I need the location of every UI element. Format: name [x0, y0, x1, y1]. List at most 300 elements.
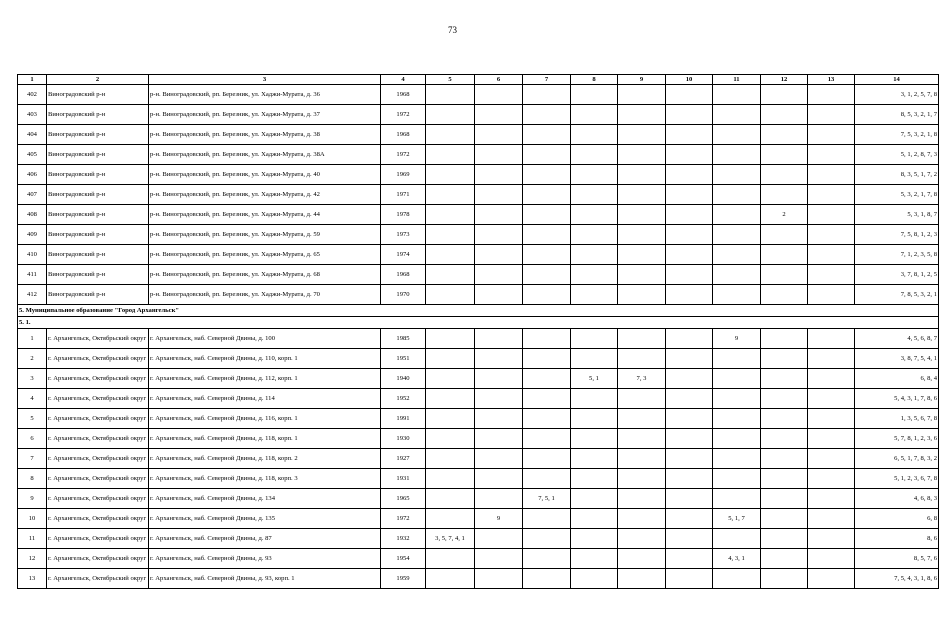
col9-cell — [618, 145, 666, 165]
col12-cell — [761, 125, 808, 145]
district-cell: г. Архангельск, Октябрьский округ — [47, 389, 149, 409]
col13-cell — [808, 449, 855, 469]
col6-cell — [475, 205, 523, 225]
col8-cell — [571, 549, 618, 569]
row-number: 402 — [18, 85, 47, 105]
col5-cell — [426, 429, 475, 449]
col11-cell — [713, 429, 761, 449]
year-cell: 1985 — [381, 329, 426, 349]
col13-cell — [808, 409, 855, 429]
column-header: 14 — [855, 75, 939, 85]
col12-cell: 2 — [761, 205, 808, 225]
district-cell: г. Архангельск, Октябрьский округ — [47, 329, 149, 349]
address-cell: р-н. Виноградовский, рп. Березник, ул. Хаджи-Мурата, д. 44 — [149, 205, 381, 225]
district-cell: Виноградовский р-н — [47, 165, 149, 185]
col11-cell — [713, 185, 761, 205]
col7-cell — [523, 409, 571, 429]
col6-cell — [475, 469, 523, 489]
col8-cell: 5, 1 — [571, 369, 618, 389]
table-row — [18, 409, 939, 429]
col12-cell — [761, 285, 808, 305]
col10-cell — [666, 369, 713, 389]
register-table-body — [18, 75, 939, 589]
col5-cell — [426, 569, 475, 589]
col8-cell — [571, 569, 618, 589]
table-row — [18, 185, 939, 205]
col14-cell: 7, 1, 2, 3, 5, 8 — [855, 245, 939, 265]
col6-cell — [475, 529, 523, 549]
col6-cell — [475, 349, 523, 369]
col7-cell — [523, 509, 571, 529]
col11-cell — [713, 409, 761, 429]
col13-cell — [808, 85, 855, 105]
column-header: 8 — [571, 75, 618, 85]
col14-cell: 8, 5, 3, 2, 1, 7 — [855, 105, 939, 125]
col5-cell — [426, 245, 475, 265]
col12-cell — [761, 329, 808, 349]
col11-cell — [713, 265, 761, 285]
col9-cell — [618, 245, 666, 265]
col5-cell — [426, 509, 475, 529]
year-cell: 1991 — [381, 409, 426, 429]
col7-cell — [523, 265, 571, 285]
col11-cell — [713, 369, 761, 389]
address-cell: р-н. Виноградовский, рп. Березник, ул. Хаджи-Мурата, д. 36 — [149, 85, 381, 105]
address-cell: г. Архангельск, наб. Северной Двины, д. 93, корп. 1 — [149, 569, 381, 589]
col11-cell: 4, 3, 1 — [713, 549, 761, 569]
col13-cell — [808, 429, 855, 449]
district-cell: Виноградовский р-н — [47, 205, 149, 225]
col12-cell — [761, 145, 808, 165]
col13-cell — [808, 389, 855, 409]
col9-cell — [618, 449, 666, 469]
row-number: 1 — [18, 329, 47, 349]
col10-cell — [666, 245, 713, 265]
district-cell: Виноградовский р-н — [47, 105, 149, 125]
col8-cell — [571, 85, 618, 105]
row-number: 403 — [18, 105, 47, 125]
col14-cell: 7, 8, 5, 3, 2, 1 — [855, 285, 939, 305]
col5-cell — [426, 85, 475, 105]
col9-cell — [618, 205, 666, 225]
col6-cell — [475, 185, 523, 205]
col6-cell — [475, 489, 523, 509]
address-cell: г. Архангельск, наб. Северной Двины, д. 93 — [149, 549, 381, 569]
col11-cell — [713, 449, 761, 469]
district-cell: Виноградовский р-н — [47, 125, 149, 145]
col5-cell — [426, 105, 475, 125]
col10-cell — [666, 85, 713, 105]
address-cell: г. Архангельск, наб. Северной Двины, д. 114 — [149, 389, 381, 409]
year-cell: 1959 — [381, 569, 426, 589]
col5-cell — [426, 469, 475, 489]
col6-cell — [475, 125, 523, 145]
col9-cell — [618, 569, 666, 589]
year-cell: 1970 — [381, 285, 426, 305]
col5-cell — [426, 409, 475, 429]
col7-cell — [523, 469, 571, 489]
col8-cell — [571, 185, 618, 205]
col7-cell — [523, 529, 571, 549]
col6-cell — [475, 389, 523, 409]
col12-cell — [761, 105, 808, 125]
column-header: 11 — [713, 75, 761, 85]
row-number: 2 — [18, 349, 47, 369]
col13-cell — [808, 489, 855, 509]
col11-cell — [713, 529, 761, 549]
col9-cell — [618, 265, 666, 285]
col8-cell — [571, 265, 618, 285]
col12-cell — [761, 389, 808, 409]
col13-cell — [808, 145, 855, 165]
row-number: 407 — [18, 185, 47, 205]
col5-cell — [426, 185, 475, 205]
table-row — [18, 429, 939, 449]
address-cell: р-н. Виноградовский, рп. Березник, ул. Хаджи-Мурата, д. 65 — [149, 245, 381, 265]
col9-cell — [618, 509, 666, 529]
col13-cell — [808, 529, 855, 549]
table-row — [18, 105, 939, 125]
year-cell: 1952 — [381, 389, 426, 409]
col10-cell — [666, 429, 713, 449]
col9-cell — [618, 329, 666, 349]
col14-cell: 7, 5, 4, 3, 1, 8, 6 — [855, 569, 939, 589]
page-number: 73 — [448, 25, 457, 35]
col14-cell: 7, 5, 8, 1, 2, 3 — [855, 225, 939, 245]
col13-cell — [808, 369, 855, 389]
col9-cell — [618, 185, 666, 205]
column-header: 4 — [381, 75, 426, 85]
col8-cell — [571, 409, 618, 429]
column-header: 5 — [426, 75, 475, 85]
col12-cell — [761, 409, 808, 429]
row-number: 408 — [18, 205, 47, 225]
col6-cell — [475, 549, 523, 569]
col7-cell: 7, 5, 1 — [523, 489, 571, 509]
col12-cell — [761, 369, 808, 389]
row-number: 7 — [18, 449, 47, 469]
table-row — [18, 145, 939, 165]
year-cell: 1972 — [381, 105, 426, 125]
year-cell: 1972 — [381, 145, 426, 165]
col5-cell — [426, 389, 475, 409]
year-cell: 1971 — [381, 185, 426, 205]
row-number: 411 — [18, 265, 47, 285]
row-number: 13 — [18, 569, 47, 589]
col13-cell — [808, 105, 855, 125]
year-cell: 1940 — [381, 369, 426, 389]
address-cell: г. Архангельск, наб. Северной Двины, д. 116, корп. 1 — [149, 409, 381, 429]
col13-cell — [808, 205, 855, 225]
col14-cell: 8, 6 — [855, 529, 939, 549]
col11-cell — [713, 489, 761, 509]
col14-cell: 5, 7, 8, 1, 2, 3, 6 — [855, 429, 939, 449]
col12-cell — [761, 165, 808, 185]
col13-cell — [808, 125, 855, 145]
row-number: 8 — [18, 469, 47, 489]
col10-cell — [666, 285, 713, 305]
col14-cell: 3, 7, 8, 1, 2, 5 — [855, 265, 939, 285]
col9-cell — [618, 389, 666, 409]
col10-cell — [666, 449, 713, 469]
table-row — [18, 509, 939, 529]
col13-cell — [808, 285, 855, 305]
col9-cell: 7, 3 — [618, 369, 666, 389]
col11-cell — [713, 245, 761, 265]
address-cell: р-н. Виноградовский, рп. Березник, ул. Хаджи-Мурата, д. 59 — [149, 225, 381, 245]
column-header: 1 — [18, 75, 47, 85]
col8-cell — [571, 225, 618, 245]
col8-cell — [571, 285, 618, 305]
col13-cell — [808, 549, 855, 569]
col14-cell: 4, 6, 8, 3 — [855, 489, 939, 509]
table-row — [18, 449, 939, 469]
col14-cell: 3, 1, 2, 5, 7, 8 — [855, 85, 939, 105]
col5-cell — [426, 205, 475, 225]
district-cell: г. Архангельск, Октябрьский округ — [47, 349, 149, 369]
table-row — [18, 389, 939, 409]
row-number: 10 — [18, 509, 47, 529]
district-cell: г. Архангельск, Октябрьский округ — [47, 429, 149, 449]
col14-cell: 8, 5, 7, 6 — [855, 549, 939, 569]
col12-cell — [761, 489, 808, 509]
address-cell: г. Архангельск, наб. Северной Двины, д. 110, корп. 1 — [149, 349, 381, 369]
col11-cell — [713, 125, 761, 145]
row-number: 9 — [18, 489, 47, 509]
col13-cell — [808, 469, 855, 489]
col11-cell — [713, 349, 761, 369]
col10-cell — [666, 509, 713, 529]
table-row — [18, 549, 939, 569]
col7-cell — [523, 165, 571, 185]
district-cell: г. Архангельск, Октябрьский округ — [47, 369, 149, 389]
col7-cell — [523, 245, 571, 265]
register-table — [17, 74, 939, 589]
col9-cell — [618, 549, 666, 569]
table-row — [18, 529, 939, 549]
section-title: 5. Муниципальное образование "Город Архангельск" — [18, 305, 939, 317]
col5-cell — [426, 489, 475, 509]
year-cell: 1927 — [381, 449, 426, 469]
district-cell: г. Архангельск, Октябрьский округ — [47, 489, 149, 509]
col13-cell — [808, 569, 855, 589]
year-cell: 1965 — [381, 489, 426, 509]
col14-cell: 5, 1, 2, 3, 6, 7, 8 — [855, 469, 939, 489]
row-number: 412 — [18, 285, 47, 305]
col7-cell — [523, 145, 571, 165]
col8-cell — [571, 529, 618, 549]
col10-cell — [666, 329, 713, 349]
col7-cell — [523, 369, 571, 389]
subsection-title: 5. 1. — [18, 317, 939, 329]
header-row — [18, 75, 939, 85]
table-row — [18, 245, 939, 265]
column-header: 6 — [475, 75, 523, 85]
column-header: 2 — [47, 75, 149, 85]
col8-cell — [571, 449, 618, 469]
col7-cell — [523, 549, 571, 569]
row-number: 404 — [18, 125, 47, 145]
col10-cell — [666, 489, 713, 509]
col6-cell — [475, 429, 523, 449]
col5-cell — [426, 349, 475, 369]
year-cell: 1932 — [381, 529, 426, 549]
address-cell: г. Архангельск, наб. Северной Двины, д. 87 — [149, 529, 381, 549]
table-row — [18, 349, 939, 369]
col14-cell: 4, 5, 6, 8, 7 — [855, 329, 939, 349]
col6-cell: 9 — [475, 509, 523, 529]
col9-cell — [618, 529, 666, 549]
col8-cell — [571, 125, 618, 145]
col6-cell — [475, 449, 523, 469]
col10-cell — [666, 125, 713, 145]
col7-cell — [523, 205, 571, 225]
col14-cell: 5, 1, 2, 8, 7, 3 — [855, 145, 939, 165]
column-header: 13 — [808, 75, 855, 85]
col8-cell — [571, 489, 618, 509]
address-cell: г. Архангельск, наб. Северной Двины, д. 118, корп. 3 — [149, 469, 381, 489]
col12-cell — [761, 225, 808, 245]
col5-cell — [426, 285, 475, 305]
table-row — [18, 85, 939, 105]
col5-cell — [426, 449, 475, 469]
col11-cell — [713, 145, 761, 165]
year-cell: 1968 — [381, 85, 426, 105]
subsection-row — [18, 317, 939, 329]
col6-cell — [475, 105, 523, 125]
col10-cell — [666, 389, 713, 409]
col12-cell — [761, 529, 808, 549]
year-cell: 1930 — [381, 429, 426, 449]
col7-cell — [523, 85, 571, 105]
row-number: 410 — [18, 245, 47, 265]
col7-cell — [523, 105, 571, 125]
col6-cell — [475, 145, 523, 165]
col10-cell — [666, 165, 713, 185]
table-row — [18, 265, 939, 285]
year-cell: 1978 — [381, 205, 426, 225]
col8-cell — [571, 469, 618, 489]
col8-cell — [571, 509, 618, 529]
col12-cell — [761, 265, 808, 285]
district-cell: г. Архангельск, Октябрьский округ — [47, 509, 149, 529]
col7-cell — [523, 349, 571, 369]
row-number: 3 — [18, 369, 47, 389]
address-cell: г. Архангельск, наб. Северной Двины, д. 134 — [149, 489, 381, 509]
col13-cell — [808, 329, 855, 349]
row-number: 11 — [18, 529, 47, 549]
col9-cell — [618, 409, 666, 429]
table-row — [18, 125, 939, 145]
col6-cell — [475, 245, 523, 265]
col14-cell: 1, 3, 5, 6, 7, 8 — [855, 409, 939, 429]
col14-cell: 5, 4, 3, 1, 7, 8, 6 — [855, 389, 939, 409]
row-number: 4 — [18, 389, 47, 409]
col7-cell — [523, 285, 571, 305]
col12-cell — [761, 85, 808, 105]
row-number: 6 — [18, 429, 47, 449]
col7-cell — [523, 389, 571, 409]
col6-cell — [475, 265, 523, 285]
col14-cell: 3, 8, 7, 5, 4, 1 — [855, 349, 939, 369]
column-header: 9 — [618, 75, 666, 85]
col8-cell — [571, 105, 618, 125]
year-cell: 1972 — [381, 509, 426, 529]
address-cell: г. Архангельск, наб. Северной Двины, д. 100 — [149, 329, 381, 349]
row-number: 12 — [18, 549, 47, 569]
address-cell: р-н. Виноградовский, рп. Березник, ул. Хаджи-Мурата, д. 70 — [149, 285, 381, 305]
col9-cell — [618, 285, 666, 305]
col14-cell: 7, 5, 3, 2, 1, 8 — [855, 125, 939, 145]
year-cell: 1974 — [381, 245, 426, 265]
col9-cell — [618, 85, 666, 105]
column-header: 12 — [761, 75, 808, 85]
col13-cell — [808, 245, 855, 265]
col8-cell — [571, 205, 618, 225]
col12-cell — [761, 245, 808, 265]
col8-cell — [571, 329, 618, 349]
col8-cell — [571, 389, 618, 409]
col13-cell — [808, 349, 855, 369]
year-cell: 1951 — [381, 349, 426, 369]
table-row — [18, 569, 939, 589]
address-cell: р-н. Виноградовский, рп. Березник, ул. Хаджи-Мурата, д. 40 — [149, 165, 381, 185]
table-row — [18, 165, 939, 185]
col14-cell: 5, 3, 2, 1, 7, 8 — [855, 185, 939, 205]
column-header: 10 — [666, 75, 713, 85]
col12-cell — [761, 549, 808, 569]
col9-cell — [618, 165, 666, 185]
district-cell: Виноградовский р-н — [47, 285, 149, 305]
col9-cell — [618, 349, 666, 369]
col11-cell — [713, 285, 761, 305]
col6-cell — [475, 369, 523, 389]
column-header: 7 — [523, 75, 571, 85]
col5-cell — [426, 145, 475, 165]
col10-cell — [666, 205, 713, 225]
col10-cell — [666, 145, 713, 165]
col10-cell — [666, 349, 713, 369]
col10-cell — [666, 549, 713, 569]
table-row — [18, 205, 939, 225]
row-number: 405 — [18, 145, 47, 165]
table-row — [18, 285, 939, 305]
col12-cell — [761, 449, 808, 469]
col7-cell — [523, 569, 571, 589]
col14-cell: 5, 3, 1, 8, 7 — [855, 205, 939, 225]
col10-cell — [666, 185, 713, 205]
row-number: 5 — [18, 409, 47, 429]
district-cell: г. Архангельск, Октябрьский округ — [47, 549, 149, 569]
col11-cell: 5, 1, 7 — [713, 509, 761, 529]
year-cell: 1968 — [381, 125, 426, 145]
col7-cell — [523, 429, 571, 449]
table-row — [18, 329, 939, 349]
col9-cell — [618, 469, 666, 489]
col8-cell — [571, 165, 618, 185]
col12-cell — [761, 469, 808, 489]
table-row — [18, 369, 939, 389]
address-cell: г. Архангельск, наб. Северной Двины, д. 118, корп. 2 — [149, 449, 381, 469]
col6-cell — [475, 225, 523, 245]
col10-cell — [666, 265, 713, 285]
table-row — [18, 225, 939, 245]
district-cell: Виноградовский р-н — [47, 225, 149, 245]
address-cell: р-н. Виноградовский, рп. Березник, ул. Хаджи-Мурата, д. 38А — [149, 145, 381, 165]
district-cell: г. Архангельск, Октябрьский округ — [47, 569, 149, 589]
column-header: 3 — [149, 75, 381, 85]
col6-cell — [475, 85, 523, 105]
